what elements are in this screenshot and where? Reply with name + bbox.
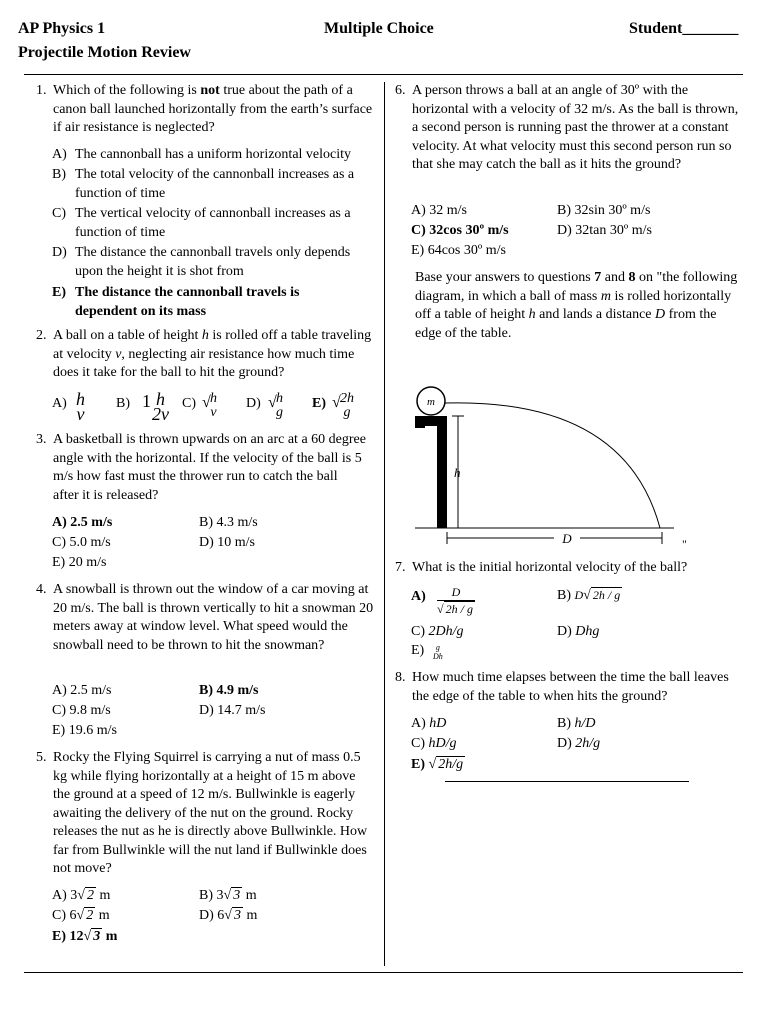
q5-option-c[interactable]: C) 6√ 2 m [52,908,110,923]
top-rule [24,74,743,75]
q7-option-b[interactable]: B) D√ 2h / g [557,588,621,603]
student-name-field[interactable]: Student_______ [629,20,739,37]
q5-option-d[interactable]: D) 6√ 3 m [199,908,258,923]
distance-label: D [562,531,572,546]
question-8: 8. How much time elapses between the time the ball leaves the edge of the table to when hits the ground? [395,669,745,706]
question-text: A snowball is thrown out the window of a car moving at 20 m/s. The ball is thrown vertically to hit a snowman 20 meters away at window level. What speed would the snowball need to be thrown to hit the snowman? [53,582,374,653]
exam-type: Multiple Choice [324,20,434,37]
ball-label: m [427,396,435,408]
question-text: What is the initial horizontal velocity of the ball? [412,560,688,575]
height-label: h [454,465,461,480]
q4-option-e[interactable]: E) 19.6 m/s [52,723,117,738]
q3-option-d[interactable]: D) 10 m/s [199,535,256,550]
q6-option-c[interactable]: C) 32cos 30º m/s [411,223,509,238]
q7-option-c[interactable]: C) 2Dh/g [411,624,464,639]
trajectory [445,403,660,528]
q8-option-e[interactable]: E) √ 2h/g [411,757,464,772]
q4-option-d[interactable]: D) 14.7 m/s [199,703,266,718]
question-text: A ball on a table of height h is rolled off a table traveling at velocity v, neglecting air resistance how much time does it take for the ball to hit the ground? [53,328,372,380]
q3-option-b[interactable]: B) 4.3 m/s [199,515,258,530]
q8-option-b[interactable]: B) h/D [557,716,596,731]
question-text: How much time elapses between the time the ball leaves the edge of the table to when hits the ground? [412,670,729,704]
column-divider [384,82,385,966]
bottom-rule [24,972,743,973]
table-top [415,416,447,426]
q4-option-a[interactable]: A) 2.5 m/s [52,683,112,698]
question-text: Which of the following is not true about the path of a canon ball launched horizontally from the earth’s surface if air resistance is neglected? [53,83,373,135]
answer-underline [445,781,689,782]
question-7: 7. What is the initial horizontal velocity of the ball? [395,559,745,578]
q6-option-a[interactable]: A) 32 m/s [411,203,468,218]
table-leg [437,416,447,528]
page-subtitle: Projectile Motion Review [18,44,191,61]
q8-option-c[interactable]: C) hD/g [411,736,457,751]
q7-option-d[interactable]: D) Dhg [557,624,600,639]
q8-option-d[interactable]: D) 2h/g [557,736,601,751]
question-text: Rocky the Flying Squirrel is carrying a nut of mass 0.5 kg while flying horizontally at a height of 15 m above the ground at a speed of 12 m/s. Bullwinkle is eagerly awaiting the delivery of the nut on the ground. Rocky releases the nut as he is directly above Bullwinkle. How far from Bullwinkle will the nut land if Bullwinkle does not move? [53,750,368,876]
course-title: AP Physics 1 [18,20,106,37]
q6-option-b[interactable]: B) 32sin 30º m/s [557,203,651,218]
question-2: 2. A ball on a table of height h is rolled off a table traveling at velocity v, neglecting air resistance how much time does it take for the ball to hit the ground? [36,327,380,383]
q4-option-c[interactable]: C) 9.8 m/s [52,703,111,718]
base-passage: Base your answers to questions 7 and 8 on "the following diagram, in which a ball of mass m is rolled horizontally off a table of height h and lands a distance D from the edge of the table. [415,270,738,341]
q6-option-e[interactable]: E) 64cos 30º m/s [411,243,506,258]
q3-option-a[interactable]: A) 2.5 m/s [52,515,113,530]
projectile-diagram [410,380,700,550]
q5-option-a[interactable]: A) 3√ 2 m [52,888,111,903]
q5-option-e[interactable]: E) 12√ 3 m [52,929,118,944]
q8-option-a[interactable]: A) hD [411,716,447,731]
question-number: 1. [36,83,47,98]
question-6: 6. A person throws a ball at an angle of 30º with the horizontal with a velocity of 32 m/s. As the ball is thrown, a second person is running past the thrower at a constant velocity. At what velocity must this second person run so that she may catch the ball as it hits the ground? [395,82,745,175]
quote-mark: " [682,537,687,550]
question-3: 3. A basketball is thrown upwards on an arc at a 60 degree angle with the horizontal. If the velocity of the ball is 5 m/s how fast must the thrower run to catch the ball after it is released? [36,431,366,505]
question-5: 5. Rocky the Flying Squirrel is carrying a nut of mass 0.5 kg while flying horizontally at a height of 15 m above the ground at a speed of 12 m/s. Bullwinkle is eagerly awaiting the delivery of the nut on the ground. Rocky releases the nut as he is directly above Bullwinkle. How far from Bullwinkle will the nut land if Bullwinkle does not move? [36,749,376,879]
q5-option-b[interactable]: B) 3√ 3 m [199,888,257,903]
q2-options: A) h v B) 1 h 2v C) √ h v D) √ h g E) √ 2h g [52,389,354,424]
question-4: 4. A snowball is thrown out the window of a car moving at 20 m/s. The ball is thrown vertically to hit a snowman 20 meters away at window level. What speed would the snowball need to be thrown to hit the snowman? [36,581,382,655]
q3-option-e[interactable]: E) 20 m/s [52,555,107,570]
q6-option-d[interactable]: D) 32tan 30º m/s [557,223,652,238]
q4-option-b[interactable]: B) 4.9 m/s [199,683,259,698]
q3-option-c[interactable]: C) 5.0 m/s [52,535,111,550]
question-1 [36,82,380,138]
q7-option-a[interactable]: A) $\frac{D}{√ 2h / g}$ [411,584,551,624]
question-text: A person throws a ball at an angle of 30º with the horizontal with a velocity of 32 m/s. As the ball is thrown, a second person is running past the thrower at a constant velocity. At what velocity must this second person run so that she may catch the ball as it hits the ground? [412,83,739,172]
question-text: A basketball is thrown upwards on an arc at a 60 degree angle with the horizontal. If the velocity of the ball is 5 m/s how fast must the thrower run to catch the ball after it is released? [53,432,366,503]
